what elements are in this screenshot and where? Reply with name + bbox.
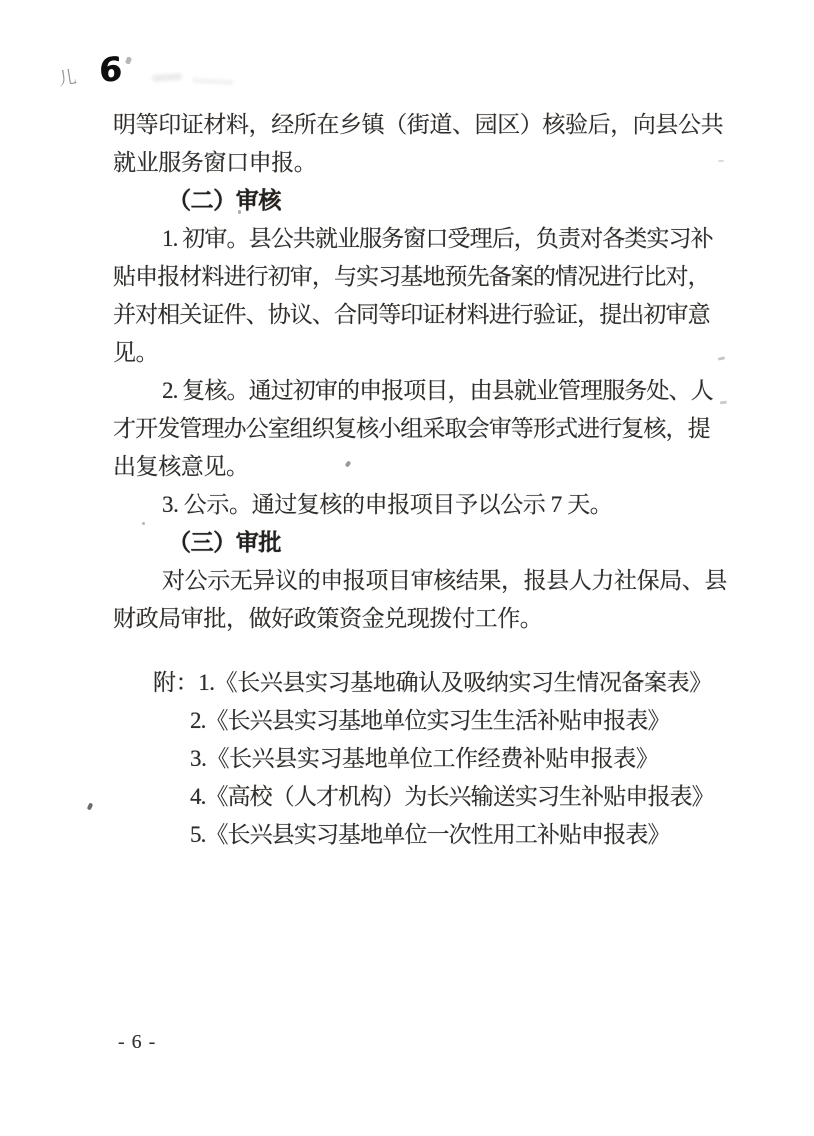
attachment-list-item: 3.《长兴县实习基地单位工作经费补贴申报表》	[190, 746, 659, 771]
paragraph-line: 贴申报材料进行初审，与实习基地预先备案的情况进行比对，	[113, 264, 710, 289]
document-body	[113, 106, 753, 854]
paragraph-spacer	[113, 638, 753, 664]
page-number: - 6 -	[118, 1031, 157, 1053]
scan-speck	[238, 210, 241, 214]
paragraph-line: 3. 公示。通过复核的申报项目予以公示 7 天。	[162, 492, 613, 517]
attachment-list-item: 附：1.《长兴县实习基地确认及吸纳实习生情况备案表》	[153, 670, 712, 695]
attachment-list-item: 2.《长兴县实习基地单位实习生生活补贴申报表》	[190, 708, 670, 733]
scan-speck	[87, 802, 94, 810]
handwritten-number-mark: 6	[98, 48, 123, 91]
scan-smudge	[192, 78, 234, 85]
scan-smudge	[152, 73, 182, 82]
paragraph-line: 就业服务窗口申报。	[113, 150, 317, 175]
paragraph-line: 并对相关证件、协议、合同等印证材料进行验证，提出初审意	[113, 302, 710, 327]
paragraph-line: 才开发管理办公室组织复核小组采取会审等形式进行复核，提	[113, 416, 710, 441]
paragraph-line: 对公示无异议的申报项目审核结果，报县人力社保局、县	[162, 568, 728, 593]
paragraph-line: 见。	[113, 340, 159, 365]
attachment-list-item: 5.《长兴县实习基地单位一次性用工补贴申报表》	[190, 822, 670, 847]
section-heading-shenpi: （三）审批	[168, 530, 282, 555]
attachment-list-item: 4.《高校（人才机构）为长兴输送实习生补贴申报表》	[190, 784, 714, 809]
paragraph-line: 1. 初审。县公共就业服务窗口受理后，负责对各类实习补	[162, 226, 713, 251]
pen-tick-mark	[125, 56, 132, 64]
paragraph-line: 2. 复核。通过初审的申报项目，由县就业管理服务处、人	[162, 378, 713, 403]
pen-scribble-mark: 儿	[56, 66, 78, 90]
scan-speck	[142, 522, 145, 525]
paragraph-line: 明等印证材料，经所在乡镇（街道、园区）核验后，向县公共	[113, 112, 724, 137]
paragraph-line: 财政局审批，做好政策资金兑现拨付工作。	[113, 606, 543, 631]
section-heading-shenhe: （二）审核	[168, 188, 282, 213]
paragraph-line: 出复核意见。	[113, 454, 249, 479]
